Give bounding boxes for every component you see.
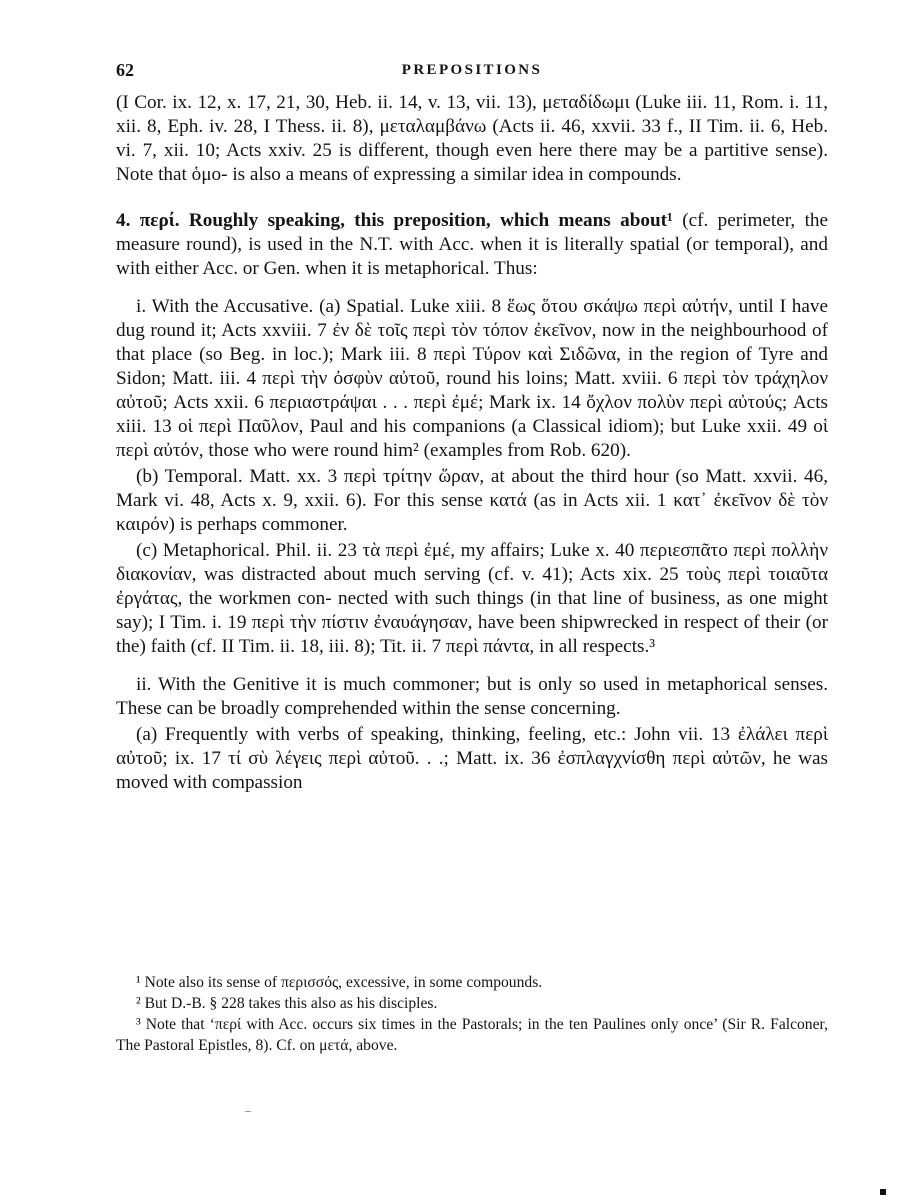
text-line: Mark iii. 8 περὶ Τύρον καὶ Σιδῶνα, in the region of Tyre and Sidon; <box>116 344 829 389</box>
footnote-3-line: only once’ (Sir R. Falconer, The Pastoral Epistles, 8). Cf. on μετά, above. <box>116 1016 828 1054</box>
section-peri <box>116 209 828 281</box>
paragraph-metaphorical <box>116 539 828 659</box>
footnote-3-line: ³ Note that ‘περί with Acc. occurs six times in the Pastorals; in the ten Paulines <box>136 1016 646 1033</box>
paragraph-accusative <box>116 295 828 463</box>
page-number: 62 <box>116 60 134 80</box>
text-line: περιεσπᾶτο περὶ πολλὴν διακονίαν, was distracted about much serving <box>116 540 829 585</box>
paragraph-continuation <box>116 91 828 187</box>
footnote-1: ¹ Note also its sense of περισσός, excessive, in some compounds. <box>136 974 543 991</box>
scan-artifact <box>245 1111 251 1112</box>
text-line: nected with such things (in that line of business, as one might say); <box>116 588 829 633</box>
scan-artifact <box>880 1189 886 1195</box>
text-line: (c) Metaphorical. Phil. ii. 23 τὰ περὶ ἐμέ, my affairs; Luke x. 40 <box>136 540 635 561</box>
paragraph-verbs-of-speaking <box>116 723 828 795</box>
text-line: (Acts ii. 46, xxvii. 33 f., II Tim. ii. 6, Heb. vi. 7, xii. 10; Acts xxiv. 25 <box>116 116 829 161</box>
text-line: τόπον ἐκεῖνον, now in the neighbourhood of that place (so Beg. in loc.); <box>116 320 828 365</box>
text-line: περὶ αὐτήν, until I have dug round it; Acts xxviii. 7 ἐν δὲ τοῖς περὶ τὸν <box>116 296 828 341</box>
paragraph-genitive <box>116 673 828 721</box>
footnotes <box>116 972 828 1056</box>
text-line: sense concerning. <box>484 698 621 719</box>
text-line: metaphorical senses. These can be broadly comprehended within the <box>116 674 829 719</box>
text-line: (cf. v. 41); Acts xix. 25 τοὺς περὶ τοιαῦτα ἐργάτας, the workmen con- <box>116 564 828 609</box>
text-line: (cf. perimeter, the measure round), is used in the N.T. with Acc. when <box>116 210 829 255</box>
text-line: (b) Temporal. Matt. xx. 3 περὶ τρίτην ὥραν, at about the third hour <box>136 466 669 487</box>
text-line: I Tim. i. 19 περὶ τὴν πίστιν ἐναυάγησαν, have been shipwrecked in <box>158 612 679 633</box>
text-line: it is literally spatial (or temporal), and with either Acc. or Gen. when <box>116 234 828 279</box>
text-line: it is metaphorical. Thus: <box>351 258 538 279</box>
paragraph-temporal <box>116 465 828 537</box>
text-line: companions (a Classical idiom); but Luke xxii. 49 οἱ περὶ αὐτόν, those <box>116 416 829 461</box>
footnote-3 <box>116 1014 828 1056</box>
body-text <box>116 91 828 795</box>
text-line: (so Matt. xxvii. 46, Mark vi. 48, Acts x. 9, xxii. 6). For this sense κατά <box>116 466 828 511</box>
text-line: πάντα, in all respects.³ <box>483 636 656 657</box>
text-line: (Luke iii. 11, Rom. i. 11, xii. 8, Eph. iv. 28, I Thess. ii. 8), μεταλαμβάνω <box>116 92 829 137</box>
running-head: PREPOSITIONS <box>401 62 543 78</box>
text-line: (a) Frequently with verbs of speaking, thinking, feeling, etc.: <box>136 724 627 745</box>
text-line: respect of their (or the) faith (cf. II Tim. ii. 18, iii. 8); Tit. ii. 7 περὶ <box>116 612 829 657</box>
text-line: ὄχλον πολὺν περὶ αὐτούς; Acts xiii. 13 οἱ περὶ Παῦλον, Paul and his <box>116 392 828 437</box>
text-line: Matt. iii. 4 περὶ τὴν ὀσφὺν αὐτοῦ, round his loins; Matt. xviii. 6 περὶ <box>172 368 717 389</box>
text-line: τὸν τράχηλον αὐτοῦ; Acts xxii. 6 περιαστράψαι . . . περὶ ἐμέ; Mark ix. 14 <box>116 368 829 413</box>
footnote-2: ² But D.-B. § 228 takes this also as his disciples. <box>136 995 438 1012</box>
text-line: (I Cor. ix. 12, x. 17, 21, 30, Heb. ii. 14, v. 13, vii. 13), μεταδίδωμι <box>116 92 630 113</box>
text-line: ὁμο- is also a means of expressing a similar idea in compounds. <box>191 164 682 185</box>
text-line: ii. With the Genitive it is much commoner; but is only so used in <box>136 674 661 695</box>
text-line: i. With the Accusative. (a) Spatial. Luke xiii. 8 ἕως ὅτου σκάψω <box>136 296 638 317</box>
text-line: who were round him² (examples from Rob. 620). <box>253 440 631 461</box>
text-line: Matt. ix. 36 ἐσπλαγχνίσθη περὶ αὐτῶν, he was moved with compassion <box>116 748 828 793</box>
text-line: John vii. 13 ἐλάλει περὶ αὐτοῦ; ix. 17 τί σὺ λέγεις περὶ αὐτοῦ. . .; <box>116 724 828 769</box>
section-heading-line: 4. περί. Roughly speaking, this preposition, which means about¹ <box>116 210 673 231</box>
page-header <box>116 60 828 86</box>
text-line: is different, though even here there may be a partitive sense). Note that <box>116 140 828 185</box>
text-line: (as in Acts xii. 1 κατ᾽ ἐκεῖνον δὲ τὸν καιρόν) is perhaps commoner. <box>116 490 829 535</box>
